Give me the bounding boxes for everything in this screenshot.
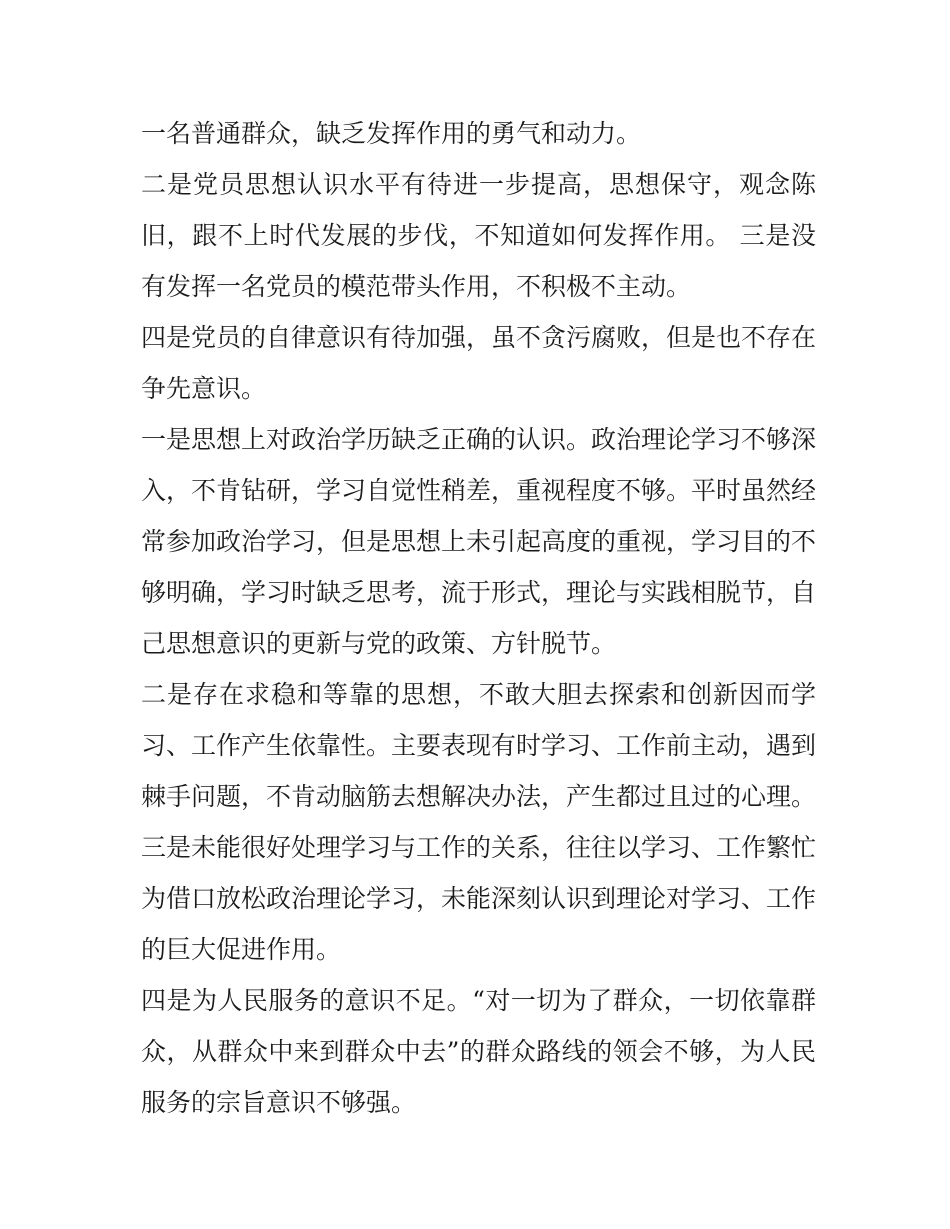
document-body [141, 108, 816, 1128]
paragraph-4: 一是思想上对政治学历缺乏正确的认识。政治理论学习不够深入，不肯钻研，学习自觉性稍差，重视程度不够。平时虽然经常参加政治学习，但是思想上未引起高度的重视，学习目的不够明确，学习时缺乏思考，流于形式，理论与实践相脱节，自己思想意识的更新与党的政策、方针脱节。 [141, 425, 817, 658]
paragraph-2: 二是党员思想认识水平有待进一步提高，思想保守，观念陈旧，跟不上时代发展的步伐，不知道如何发挥作用。 三是没有发挥一名党员的模范带头作用，不积极不主动。 [141, 170, 816, 301]
paragraph-6: 三是未能很好处理学习与工作的关系，往往以学习、工作繁忙为借口放松政治理论学习，未能深刻认识到理论对学习、工作的巨大促进作用。 [141, 833, 817, 964]
paragraph-3: 四是党员的自律意识有待加强，虽不贪污腐败，但是也不存在争先意识。 [141, 323, 817, 403]
paragraph-7: 四是为人民服务的意识不足。“对一切为了群众，一切依靠群众，从群众中来到群众中去”的群众路线的领会不够，为人民服务的宗旨意识不够强。 [141, 986, 816, 1117]
paragraph-1: 一名普通群众，缺乏发挥作用的勇气和动力。 [141, 119, 642, 148]
paragraph-5: 二是存在求稳和等靠的思想，不敢大胆去探索和创新因而学习、工作产生依靠性。主要表现有时学习、工作前主动，遇到棘手问题，不肯动脑筋去想解决办法，产生都过且过的心理。 [141, 680, 817, 811]
